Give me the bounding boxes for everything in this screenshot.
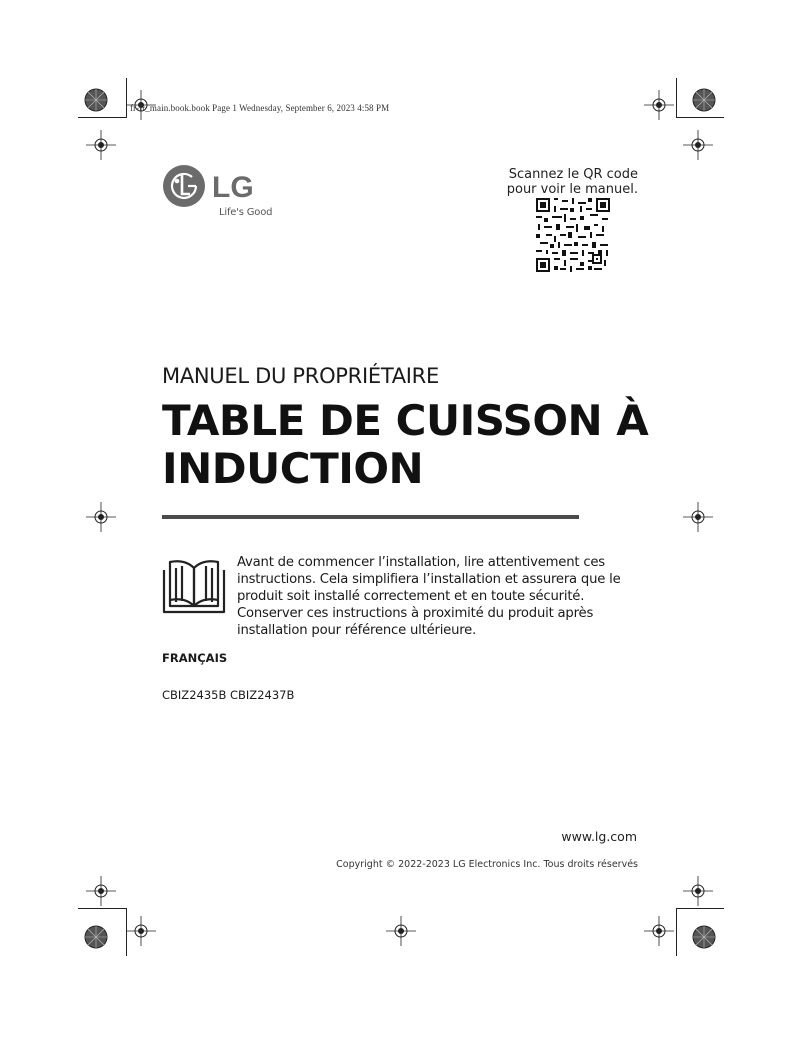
color-bar-icon xyxy=(691,924,717,950)
registration-mark-icon xyxy=(683,130,713,160)
registration-mark-icon xyxy=(644,90,674,120)
qr-caption-line1: Scannez le QR code xyxy=(508,167,638,182)
language-label: FRANÇAIS xyxy=(162,651,228,665)
product-title xyxy=(162,397,682,493)
registration-mark-icon xyxy=(683,502,713,532)
copyright-notice: Copyright © 2022-2023 LG Electronics Inc. Tous droits réservés xyxy=(336,859,638,870)
crop-mark-top-right-h xyxy=(676,117,724,118)
product-title-line1: TABLE DE CUISSON À xyxy=(162,396,649,445)
registration-mark-icon xyxy=(683,876,713,906)
crop-mark-top-left-h xyxy=(78,117,126,118)
crop-mark-bottom-right-h xyxy=(676,908,724,909)
registration-mark-icon xyxy=(86,876,116,906)
registration-mark-icon xyxy=(86,502,116,532)
website-link[interactable]: www.lg.com xyxy=(561,829,637,844)
color-bar-icon xyxy=(691,87,717,113)
crop-mark-bottom-right-v xyxy=(676,908,677,956)
open-book-icon xyxy=(162,556,226,614)
registration-mark-icon xyxy=(126,916,156,946)
registration-mark-icon xyxy=(86,130,116,160)
qr-code[interactable] xyxy=(536,198,610,272)
model-numbers: CBIZ2435B CBIZ2437B xyxy=(162,688,295,702)
qr-caption xyxy=(496,167,638,197)
product-title-line2: INDUCTION xyxy=(162,444,424,493)
qr-caption-line2: pour voir le manuel. xyxy=(506,182,638,197)
lg-tagline: Life's Good xyxy=(219,207,273,218)
registration-mark-icon xyxy=(386,916,416,946)
crop-mark-top-right-v xyxy=(676,78,677,118)
print-header: fr-fr_main.book.book Page 1 Wednesday, September 6, 2023 4:58 PM xyxy=(130,103,390,113)
color-bar-icon xyxy=(83,87,109,113)
document-type: MANUEL DU PROPRIÉTAIRE xyxy=(162,364,439,388)
lg-logo-text: LG xyxy=(212,171,254,204)
intro-paragraph: Avant de commencer l’installation, lire attentivement ces instructions. Cela simplifiera l’installation et assurera que le produit soit installé correctement et en toute sécurité. Conserver ces instructions à proximité du produit après installation pour référence ultérieure. xyxy=(237,555,621,638)
color-bar-icon xyxy=(83,924,109,950)
crop-mark-bottom-left-h xyxy=(78,908,126,909)
title-divider xyxy=(162,515,579,519)
registration-mark-icon xyxy=(644,916,674,946)
